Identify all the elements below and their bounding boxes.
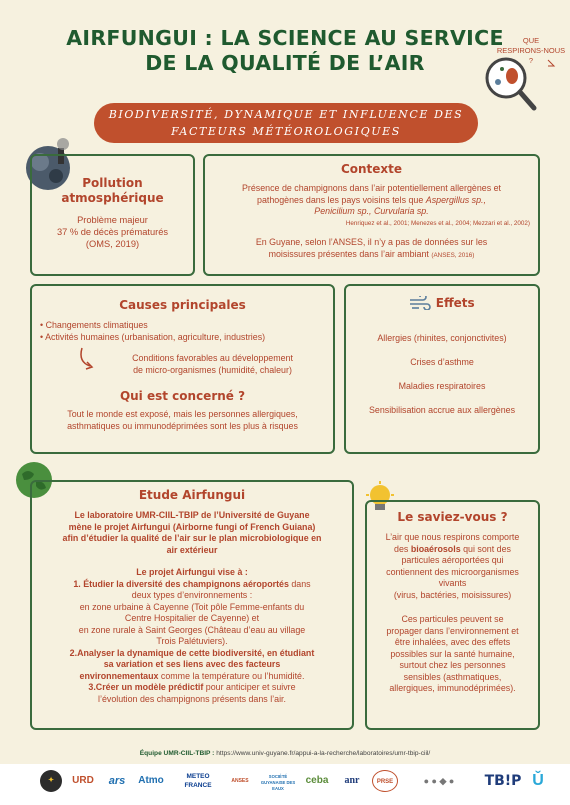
saviez-title: Le saviez-vous ? [397,510,508,524]
conditions-text-1: Conditions favorables au développement [132,353,293,363]
etude-aim3-rest: pour anticiper et suivre [203,682,296,692]
etude-intro-1: Le laboratoire UMR-CIIL-TBIP de l’Université de Guyane [74,510,310,520]
saviez-p1-post: qui sont des [460,543,511,554]
saviez-p2-line1: Ces particules peuvent se [401,614,504,624]
etude-title: Etude Airfungui [138,488,246,502]
logo-prse: PRSE [372,770,398,792]
banner-line-2: FACTEURS MÉTÉOROLOGIQUES [171,125,401,138]
curved-arrow-icon [76,346,98,372]
contexte-text-1: Présence de champignons dans l’air potentiellement allergènes et [241,183,501,193]
etude-aim1-line5: Trois Palétuviers). [156,636,228,646]
etude-aim1-bold: 1. Étudier la diversité des champignons aéroportés [73,578,289,589]
logo-atmo: Atmo [138,775,164,786]
etude-intro-4: air extérieur [166,544,218,555]
etude-aims-title: Le projet Airfungui vise à : [136,567,248,577]
saviez-p1-line3: particules aéroportées qui [401,555,504,565]
etude-aim3-bold: 3.Créer un modèle prédictif [88,682,204,692]
contexte-ref-2: (ANSES, 2016) [431,251,475,259]
saviez-p2-line3: être inhalées, avec des effets [394,637,511,647]
etude-aim1-line4: en zone rurale à Saint Georges (Château d’eau au village [78,624,306,635]
question-line-2: RESPIRONS-NOUS ? [496,46,566,65]
saviez-p1-line6: (virus, bactéries, moisissures) [393,589,512,600]
question-line-1: QUE [522,36,540,45]
saviez-p2-line6: sensibles (asthmatiques, [403,671,502,682]
footer-team-link[interactable]: https://www.univ-guyane.fr/appui-a-la-recherche/laboratoires/umr-tbip-ciil/ [216,750,431,757]
logo-anses: ANSES [231,778,249,784]
contexte-text-4: moisissures présentes dans l’air ambiant [268,248,429,259]
contexte-box [203,154,540,276]
saviez-p1-line4: contiennent des microorganismes [386,566,519,577]
saviez-p1-pre: des [394,543,411,554]
concerned-text-1: Tout le monde est exposé, mais les personnes allergiques, [67,409,298,419]
title-line-2: DE LA QUALITÉ DE L’AIR [145,51,425,75]
etude-aim2-bold: environnementaux [79,670,159,681]
etude-aim1-rest: dans [288,578,311,589]
effets-box [344,284,540,454]
causes-title: Causes principales [119,298,246,312]
saviez-p1-line1: L’air que nous respirons comporte [385,532,520,542]
etude-aim2-line2: sa variation et ses liens avec des facteurs [103,659,281,669]
effet-item-1: Allergies (rhinites, conjonctivites) [377,333,507,343]
concerned-text-2: asthmatiques ou immunodéprimées sont les plus à risques [67,420,298,431]
contexte-text-2: pathogènes dans les pays voisins tels que [257,194,424,205]
pollution-text-1: Problème majeur [77,215,148,225]
saviez-p2-line7: allergiques, immunodéprimées). [389,683,516,693]
pollution-box [30,154,195,276]
contexte-title: Contexte [340,162,403,176]
saviez-p2-line4: possibles sur la santé humaine, [390,648,515,659]
etude-aim1-line2: en zone urbaine à Cayenne (Toit pôle Femme-enfants du [79,601,305,612]
etude-aim2-line1: 2.Analyser la dynamique de cette biodiversité, en étudiant [69,647,315,658]
logo-anr: anr [344,775,360,786]
causes-box [30,284,335,454]
logo-urd: URD [72,775,94,786]
cause-item-1-label: Changements climatiques [45,320,148,330]
cause-item-2-label: Activités humaines (urbanisation, agriculture, industries) [45,331,266,342]
saviez-p2-line5: surtout chez les personnes [399,660,506,670]
logo-meteo-france: METEO FRANCE [184,773,212,789]
subtitle-banner [94,103,478,143]
logo-ceba: ceba [305,775,329,786]
etude-box [30,480,354,730]
etude-aim3-line2: l’évolution des champignons présents dans l’air. [98,693,286,704]
contexte-species-2: Penicilium sp., Curvularia sp. [314,206,429,216]
wind-icon [409,296,431,310]
saviez-p2-line2: propager dans l’environnement et [386,625,519,636]
pollution-text-3: (OMS, 2019) [85,239,140,249]
pollution-title-1: Pollution [82,176,143,190]
contexte-text-3: En Guyane, selon l’ANSES, il n’y a pas de données sur les [255,237,488,247]
saviez-box [365,500,540,730]
concerned-title: Qui est concerné ? [119,389,246,403]
logo-ars: ars [108,775,126,787]
banner-line-1: BIODIVERSITÉ, DYNAMIQUE ET INFLUENCE DES [108,108,464,121]
partner-logos: ● ● ◆ ● [423,776,455,786]
effet-item-3: Maladies respiratoires [398,381,486,391]
saviez-p1-line5: vivants [438,578,467,588]
etude-aim1-line1: deux types d’environnements : [131,590,253,600]
footer-team-label: Équipe UMR-CIIL-TBIP : [139,750,215,757]
title-line-1: AIRFUNGUI : LA SCIENCE AU SERVICE [66,26,504,50]
footer-team [0,750,570,757]
magnifier-icon [476,54,566,114]
etude-intro-2: mène le projet Airfungui (Airborne fungi of French Guiana) [68,521,316,532]
pollution-text-2: 37 % de décès prématurés [56,227,169,237]
cause-item-2: • Activités humaines (urbanisation, agriculture, industries) [40,331,266,342]
saviez-p1-bold: bioaérosols [410,543,461,554]
effets-title: Effets [435,295,475,310]
conditions-text-2: de micro-organismes (humidité, chaleur) [133,364,292,375]
cause-item-1: • Changements climatiques [40,320,148,330]
pollution-title-2: atmosphérique [61,191,164,205]
contexte-ref-1: Henriquez et al., 2001; Menezes et al., 2004; Mezzari et al., 2002) [345,219,530,227]
effet-item-4: Sensibilisation accrue aux allergènes [368,405,516,415]
etude-aim2-rest: comme la température ou l’humidité. [158,670,305,681]
effet-item-2: Crises d’asthme [410,357,474,367]
etude-intro-3: afin d’étudier la qualité de l’air sur le plan microbiologique en [62,533,322,543]
logo-tbip: TB!P [484,773,522,789]
pollution-title [32,176,193,206]
etude-intro [32,510,352,556]
etude-aim1-line3: Centre Hospitalier de Cayenne) et [124,613,260,623]
logo-sge: SOCIÉTÉ GUYANAISE DES EAUX [260,774,296,791]
university-guyane-logo: Ǔ [532,772,544,789]
contexte-species-1: Aspergillus sp., [425,194,486,205]
university-logo: ✦ [40,770,62,792]
